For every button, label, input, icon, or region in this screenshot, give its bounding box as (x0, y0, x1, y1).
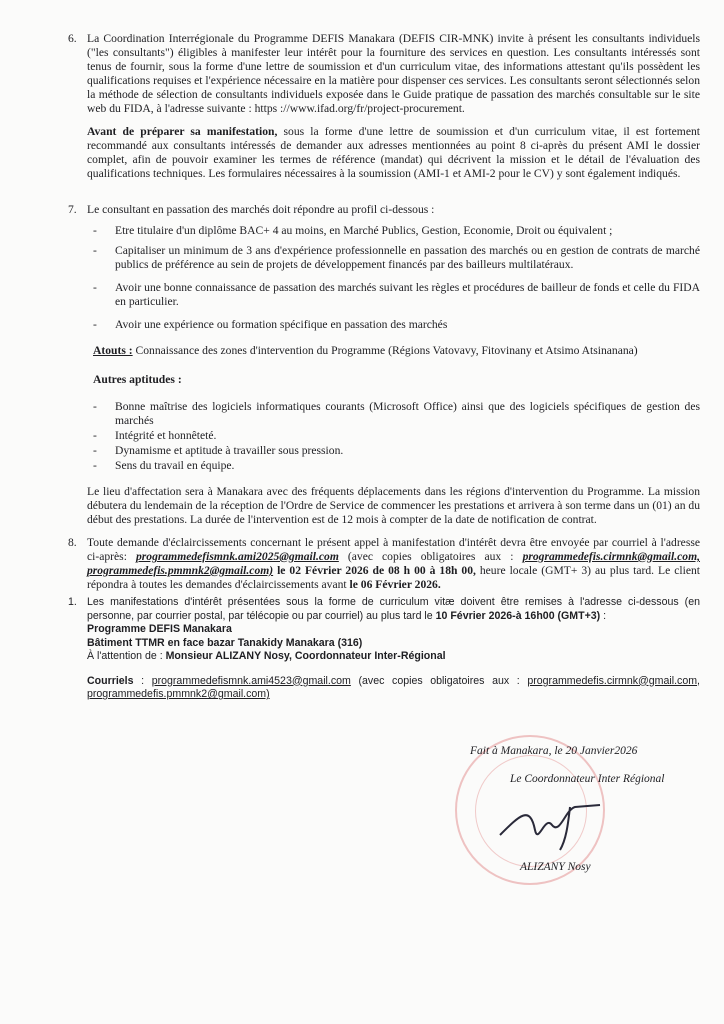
atouts (93, 344, 700, 358)
item-6 (68, 32, 700, 181)
email-link[interactable]: programmedefis.cirmnk@gmail.com (527, 674, 698, 687)
bullet-text: Avoir une bonne connaissance de passation des marchés suivant les règles et procédures de bailleur de fonds et celle du FIDA en particulier. (115, 281, 700, 308)
signatory-name: ALIZANY Nosy (520, 861, 591, 873)
handwritten-signature (490, 795, 610, 855)
item-number: 6. (68, 32, 77, 45)
avant-text: sous la forme d'une lettre de soumission et d'un curriculum vitae, il est fortement recommandé aux consultants intéressés de demander aux adresses mentionnées au point 8 ci-après du présent AMI le dossier complet, afin de pouvoir examiner les termes de référence (mandat) qui décrivent la mission et le détail de l'évaluation des qualifications techniques. Les formulaires nécessaires à la soumission (AMI-1 et AMI-2 pour le CV) y sont également indiqués. (87, 125, 700, 180)
avant-paragraph (87, 125, 700, 181)
address-line: Bâtiment TTMR en face bazar Tanakidy Manakara (316) (87, 636, 363, 649)
attention-label: À l'attention de : (87, 650, 166, 662)
address-line: Programme DEFIS Manakara (87, 623, 232, 635)
copies-text: (avec copies obligatoires aux : (350, 674, 528, 687)
aptitude-bullet: - Sens du travail en équipe. (93, 459, 235, 472)
email-link[interactable]: programmedefismnk.ami4523@gmail.com (151, 674, 351, 687)
bullet-text: Bonne maîtrise des logiciels informatiques courants (Microsoft Office) ainsi que des logiciels spécifiques de gestion des marchés (115, 400, 700, 427)
date-bold: le 06 Février 2026. (349, 578, 441, 591)
lieu-paragraph: Le lieu d'affectation sera à Manakara avec des fréquents déplacements dans les régions d'intervention du Programme. La mission débutera du lendemain de la réception de l'Ordre de Service de commencer les prestations et arrivera à son terme dans un (01) an du début des prestations. La durée de l'intervention est de 12 mois à compter de la date de notification de contrat. (87, 485, 700, 526)
item-6-text: La Coordination Interrégionale du Programme DEFIS Manakara (DEFIS CIR-MNK) invite à présent les consultants individuels ("les consultants") éligibles à manifester leur intérêt pour la fourniture des services en question. Les consultants intéressés sont tenus de fournir, sous la forme d'une lettre de soumission et d'un curriculum vitae, des informations attestant qu'ils possèdent les qualifications requises et l'expérience nécessaire en la matière pour dispenser ces services. Les consultants seront sélectionnés selon la méthode de sélection de consultants individuels exposée dans le Guide pratique de passation des marchés consultable sur le site web du FIDA, à l'adresse suivante : https ://www.ifad.org/fr/project-procurement. (87, 32, 700, 115)
bullet-text: Avoir une expérience ou formation spécifique en passation des marchés (115, 318, 448, 331)
item-1-text: : (600, 609, 607, 622)
signatory-title: Le Coordonnateur Inter Régional (510, 773, 665, 785)
place-date: Fait à Manakara, le 20 Janvier2026 (470, 745, 638, 757)
bullet-text: Intégrité et honnêteté. (115, 429, 217, 442)
atouts-text: Connaissance des zones d'intervention du Programme (Régions Vatovavy, Fitovinany et Atsimo Atsinanana) (132, 344, 638, 357)
item-7 (68, 203, 700, 217)
profile-bullet: - Avoir une expérience ou formation spécifique en passation des marchés (93, 318, 448, 331)
deadline: 10 Février 2026-à 16h00 (GMT+3) (435, 609, 601, 622)
item-number: 1. (68, 596, 77, 608)
separator: : (133, 674, 152, 687)
bullet-text: Sens du travail en équipe. (115, 459, 235, 472)
profile-bullet: - Etre titulaire d'un diplôme BAC+ 4 au moins, en Marché Publics, Gestion, Economie, Droit ou équivalent ; (93, 224, 613, 237)
avant-bold: Avant de préparer sa manifestation, (87, 125, 278, 138)
email-link[interactable]: programmedefis.pmmnk2@gmail.com) (87, 688, 270, 700)
item-8 (68, 536, 700, 592)
autres-label: Autres aptitudes : (93, 373, 182, 386)
bullet-text: Capitaliser un minimum de 3 ans d'expérience professionnelle en passation des marchés ou en gestion de contrats de marché publics de préférence au sein de projets de développement financés par des bailleurs multilatéraux. (115, 244, 700, 271)
bullet-text: Etre titulaire d'un diplôme BAC+ 4 au moins, en Marché Publics, Gestion, Economie, Droit ou équivalent ; (115, 224, 613, 237)
aptitude-bullet: - Intégrité et honnêteté. (93, 429, 217, 442)
email-link[interactable]: programmedefis.cirmnk@gmail.com, programmedefis.pmmnk2@gmail.com) (87, 550, 700, 577)
item-number: 7. (68, 203, 77, 216)
item-7-text: Le consultant en passation des marchés doit répondre au profil ci-dessous : (87, 203, 435, 216)
item-1 (68, 596, 700, 702)
separator: , (697, 674, 700, 687)
item-1-text: Les manifestations d'intérêt présentées sous la forme de curriculum vitæ doivent être remises à l'adresse ci-dessous (en personne, par courrier postal, par télécopie ou par courriel) au plus tard le (87, 596, 700, 622)
aptitude-bullet: - Dynamisme et aptitude à travailler sous pression. (93, 444, 344, 457)
item-8-text: Toute demande d'éclaircissements concernant le présent appel à manifestation d'intérêt devra être envoyée par courriel à l'adresse ci-après: (87, 536, 700, 563)
attention-name: Monsieur ALIZANY Nosy, Coordonnateur Inter-Régional (165, 650, 446, 662)
courriels-label: Courriels (87, 674, 134, 687)
bullet-text: Dynamisme et aptitude à travailler sous pression. (115, 444, 344, 457)
atouts-label: Atouts : (93, 344, 133, 357)
item-8-text: heure locale (GMT+ 3) au plus tard. Le client répondra à toutes les demandes d'éclaircissements avant (87, 564, 700, 591)
profile-bullet: - Capitaliser un minimum de 3 ans d'expérience professionnelle en passation des marchés ou en gestion de contrats de marché publics de préférence au sein de projets de développement financés par des bailleurs multilatéraux. (93, 244, 700, 271)
autres-heading (93, 373, 706, 387)
profile-bullet: - Avoir une bonne connaissance de passation des marchés suivant les règles et procédures de bailleur de fonds et celle du FIDA en particulier. (93, 281, 700, 308)
date-bold: le 02 Février 2026 de 08 h 00 à 18h 00, (273, 564, 476, 577)
item-8-text: (avec copies obligatoires aux : (338, 550, 523, 563)
email-link[interactable]: programmedefismnk.ami2025@gmail.com (135, 550, 339, 563)
item-number: 8. (68, 536, 77, 549)
aptitude-bullet: - Bonne maîtrise des logiciels informatiques courants (Microsoft Office) ainsi que des logiciels spécifiques de gestion des marchés (93, 400, 700, 427)
